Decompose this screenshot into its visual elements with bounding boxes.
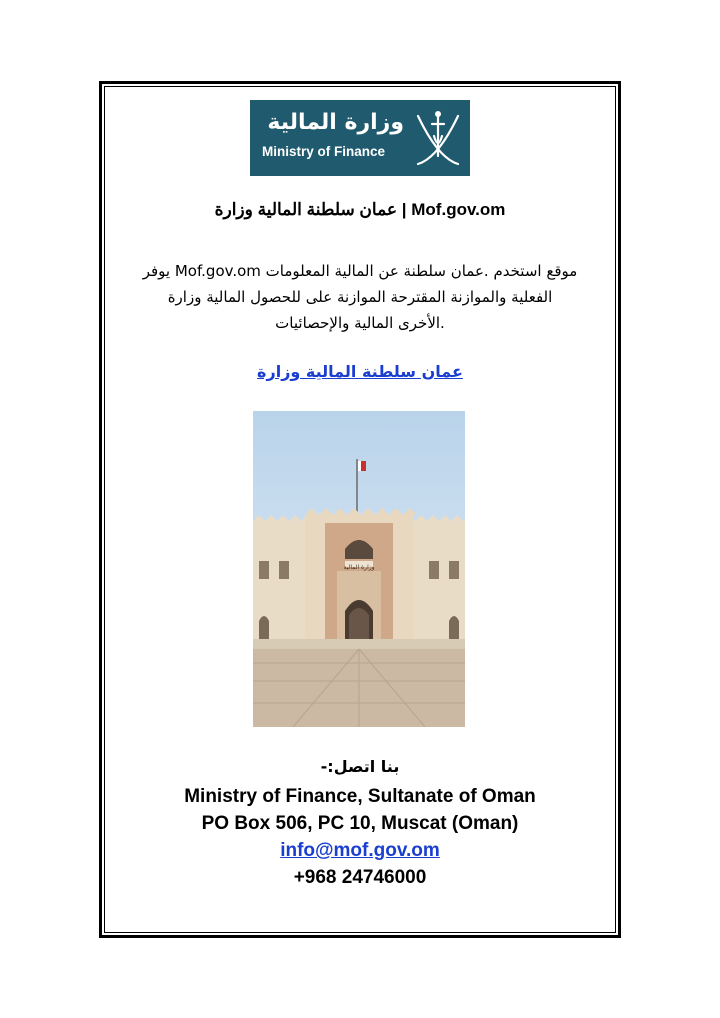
logo-arabic-text: وزارة المالية — [267, 110, 404, 135]
contact-organization: Ministry of Finance, Sultanate of Oman — [184, 786, 536, 807]
ministry-logo — [250, 100, 470, 176]
description-line-1: موقع استخدم .عمان سلطنة عن المالية المعلومات Mof.gov.om يوفر — [142, 262, 578, 280]
contact-phone: +968 24746000 — [293, 867, 427, 888]
ministry-link[interactable]: عمان سلطنة المالية وزارة — [257, 362, 463, 381]
page-title: عمان سلطنة المالية وزارة | Mof.gov.om — [214, 200, 506, 219]
building-sign: وزارة المالية — [343, 564, 375, 571]
description-line-3: .الأخرى المالية والإحصائيات — [275, 314, 445, 332]
khanjar-emblem-icon — [410, 106, 466, 170]
ministry-building-photo — [253, 411, 465, 727]
logo-english-text: Ministry of Finance — [262, 144, 386, 159]
contact-address: PO Box 506, PC 10, Muscat (Oman) — [201, 813, 519, 834]
contact-heading: -:بنا اتصل — [320, 757, 400, 776]
description-line-2: الفعلية والموازنة المقترحة الموازنة على للحصول المالية وزارة — [167, 288, 553, 306]
contact-email-link[interactable]: info@mof.gov.om — [280, 840, 440, 861]
description-paragraph — [120, 258, 600, 336]
